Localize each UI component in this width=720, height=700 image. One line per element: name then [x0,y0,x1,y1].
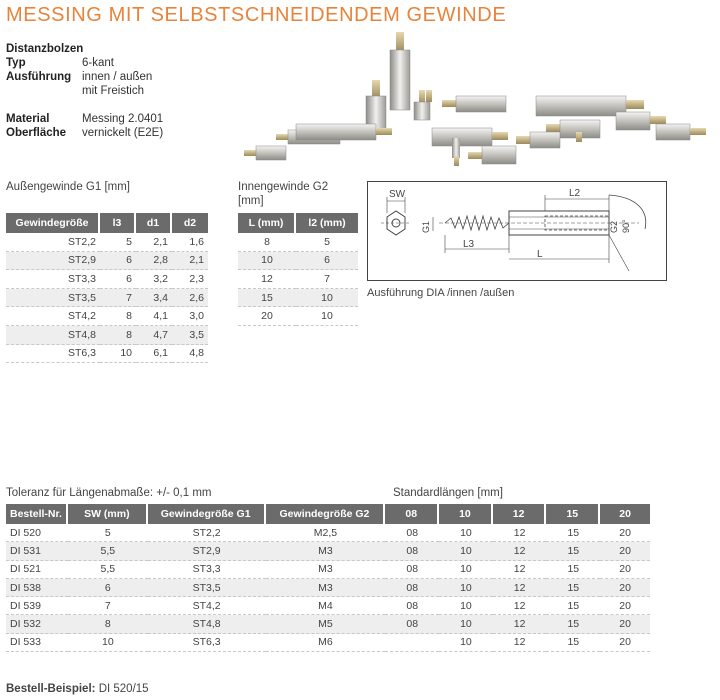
table-row [6,289,208,308]
table-cell: M2,5 [266,524,386,542]
table-cell: 12 [493,524,547,542]
table-cell: 20 [600,561,650,579]
table-header-cell: Gewindegröße [6,213,100,233]
table-cell: 20 [600,524,650,542]
table-cell: 08 [385,579,439,597]
table-cell: 2,1 [136,233,172,252]
table-cell: 2,6 [172,289,208,308]
table-cell: 15 [238,289,296,308]
table-cell: ST4,8 [6,326,100,345]
standoff-vertical-tall [390,32,410,110]
table-cell: M6 [266,634,386,652]
table-cell: 7 [68,597,148,615]
table-header-cell: 10 [439,504,493,524]
table-cell: 08 [385,615,439,633]
table-cell: 12 [493,561,547,579]
table-cell: DI 539 [6,597,68,615]
table-cell: 4,8 [172,345,208,364]
table-cell: 10 [296,289,358,308]
table-cell: 10 [439,597,493,615]
table-cell: 10 [100,345,136,364]
table-row [6,252,208,271]
table-cell: ST3,5 [148,579,266,597]
material-value: Messing 2.0401 [82,113,164,125]
table-row [6,326,208,345]
table-cell: 12 [238,270,296,289]
table-row [6,615,650,633]
table-header-row [6,213,208,233]
table-row [6,233,208,252]
table-cell: 6 [100,252,136,271]
standoff-vertical-right [426,90,432,102]
table-cell: 15 [546,579,600,597]
ausfuehrung-value-1: innen / außen [82,71,153,83]
table-cell: 12 [493,597,547,615]
table-row [6,542,650,560]
dim-g1: G1 [421,220,431,233]
bestell-beispiel-value: DI 520/15 [98,683,149,695]
table-cell: 20 [600,579,650,597]
table-cell: 10 [68,634,148,652]
table-cell: 7 [296,270,358,289]
table-cell: 20 [600,615,650,633]
toleranz-text: Toleranz für Längenabmaße: +/- 0,1 mm [6,487,212,499]
table-cell: ST4,8 [148,615,266,633]
table-cell: ST6,3 [148,634,266,652]
table-cell: 10 [439,542,493,560]
table-row [238,307,358,326]
standoff-horizontal-9 [516,132,560,148]
table-header-cell: SW (mm) [68,504,148,524]
table-cell: 12 [493,634,547,652]
table-cell: 08 [385,561,439,579]
table-aussengewinde [6,213,208,363]
oberflaeche-value: vernickelt (E2E) [82,127,164,139]
table-cell: 3,5 [172,326,208,345]
table-cell: M3 [266,579,386,597]
table-cell: 6,1 [136,345,172,364]
table-bestellnummern [6,504,650,652]
dim-g2: G2 [609,220,619,233]
table-cell: 3,0 [172,307,208,326]
table-cell: 12 [493,579,547,597]
table-cell: M3 [266,542,386,560]
table-header-cell: Gewindegröße G1 [148,504,266,524]
table-cell: 15 [546,561,600,579]
oberflaeche-label: Oberfläche [6,127,67,139]
table-cell: 5,5 [68,542,148,560]
table-row [6,524,650,542]
table-cell: 3,4 [136,289,172,308]
dim-l: L [537,249,543,260]
table-cell: 5,5 [68,561,148,579]
standoff-small-front [452,138,460,166]
table-row [238,252,358,271]
table-cell: ST2,2 [148,524,266,542]
table-cell: 8 [68,615,148,633]
typ-value: 6-kant [82,57,114,69]
table-cell: 8 [100,307,136,326]
table-cell: 15 [546,542,600,560]
table-cell: 6 [100,270,136,289]
table-header-cell: 20 [600,504,650,524]
table-cell: DI 520 [6,524,68,542]
table-header-cell: l2 (mm) [296,213,358,233]
table-cell: 15 [546,634,600,652]
table-row [6,345,208,364]
bestell-beispiel-label: Bestell-Beispiel: [6,683,96,695]
table-cell: 20 [600,542,650,560]
table-cell: M5 [266,615,386,633]
table-cell: 8 [238,233,296,252]
diagram-caption: Ausführung DIA /innen /außen [367,287,515,299]
table-cell: 1,6 [172,233,208,252]
table-cell: 20 [600,634,650,652]
table-cell: ST4,2 [6,307,100,326]
table-cell: 5 [100,233,136,252]
table-cell: 8 [100,326,136,345]
table-cell: 10 [296,307,358,326]
table-row [238,289,358,308]
table-cell: 12 [493,615,547,633]
table-innengewinde [238,213,358,326]
table-row [238,233,358,252]
bestell-beispiel [6,682,149,696]
table-header-cell: d2 [172,213,208,233]
product-name: Distanzbolzen [6,43,84,55]
table-cell: DI 538 [6,579,68,597]
table-cell: ST3,3 [6,270,100,289]
table-cell: DI 521 [6,561,68,579]
table-cell: ST3,3 [148,561,266,579]
table-cell: 4,7 [136,326,172,345]
table1-caption: Außengewinde G1 [mm] [6,181,131,193]
table-cell: ST3,5 [6,289,100,308]
table-cell: 6 [68,579,148,597]
page-title: MESSING MIT SELBSTSCHNEIDENDEM GEWINDE [6,4,507,26]
table-cell: M3 [266,561,386,579]
table-cell: 5 [296,233,358,252]
standoff-horizontal-11 [656,124,706,140]
table-cell: 08 [385,524,439,542]
table-cell: ST2,9 [6,252,100,271]
material-label: Material [6,113,50,125]
table-header-cell: l3 [100,213,136,233]
standoff-vertical-mid [576,132,582,142]
table-cell: 10 [439,615,493,633]
table-header-row [6,504,650,524]
table-header-cell: 08 [385,504,439,524]
table-cell: 7 [100,289,136,308]
table-row [6,579,650,597]
spec-block [6,42,206,152]
table-cell: M4 [266,597,386,615]
table-header-row [238,213,358,233]
table-cell: 15 [546,615,600,633]
table-cell: 10 [439,579,493,597]
table-header-cell: 12 [493,504,547,524]
table-row [6,597,650,615]
table-cell: 2,3 [172,270,208,289]
typ-label: Typ [6,57,26,69]
table-cell: 10 [439,561,493,579]
table-cell: 4,1 [136,307,172,326]
dim-l3: L3 [463,239,475,250]
table-row [6,634,650,652]
table-cell: DI 532 [6,615,68,633]
table-cell: DI 531 [6,542,68,560]
table-cell: 3,2 [136,270,172,289]
table-cell: 20 [600,597,650,615]
table-cell: 10 [439,634,493,652]
table2-caption: Innengewinde G2 [238,181,329,193]
table-cell: 2,1 [172,252,208,271]
table-cell: 6 [296,252,358,271]
ausfuehrung-value-2: mit Freistich [82,85,144,97]
table-row [238,270,358,289]
dim-angle: 90° [621,219,631,233]
standoff-horizontal-4 [432,128,508,146]
table-cell: 15 [546,597,600,615]
ausfuehrung-label: Ausführung [6,71,72,83]
table2-caption-unit: [mm] [238,195,264,207]
table-cell: 10 [238,252,296,271]
product-photo [236,28,716,178]
table-header-cell: Bestell-Nr. [6,504,68,524]
table-row [6,307,208,326]
table-cell: ST6,3 [6,345,100,364]
table-cell [385,634,439,652]
table-cell: ST2,2 [6,233,100,252]
dim-sw: SW [389,189,406,200]
table-row [6,561,650,579]
table-cell: 5 [68,524,148,542]
table-cell: 15 [546,524,600,542]
table-cell: 20 [238,307,296,326]
table-cell: DI 533 [6,634,68,652]
table-cell: ST2,9 [148,542,266,560]
technical-drawing [367,181,667,281]
standoff-horizontal-3 [244,146,286,160]
table-cell: ST4,2 [148,597,266,615]
table-cell: 2,8 [136,252,172,271]
table-header-cell: L (mm) [238,213,296,233]
table-cell: 08 [385,542,439,560]
standoff-horizontal-5 [468,146,516,164]
table-header-cell: 15 [546,504,600,524]
standardlaengen-caption: Standardlängen [mm] [393,487,503,499]
table-row [6,270,208,289]
dim-l2: L2 [569,188,581,199]
table-cell: 08 [385,597,439,615]
table-cell: 10 [439,524,493,542]
table-header-cell: d1 [136,213,172,233]
standoff-horizontal-6 [442,96,506,112]
table-cell: 12 [493,542,547,560]
table-header-cell: Gewindegröße G2 [266,504,386,524]
